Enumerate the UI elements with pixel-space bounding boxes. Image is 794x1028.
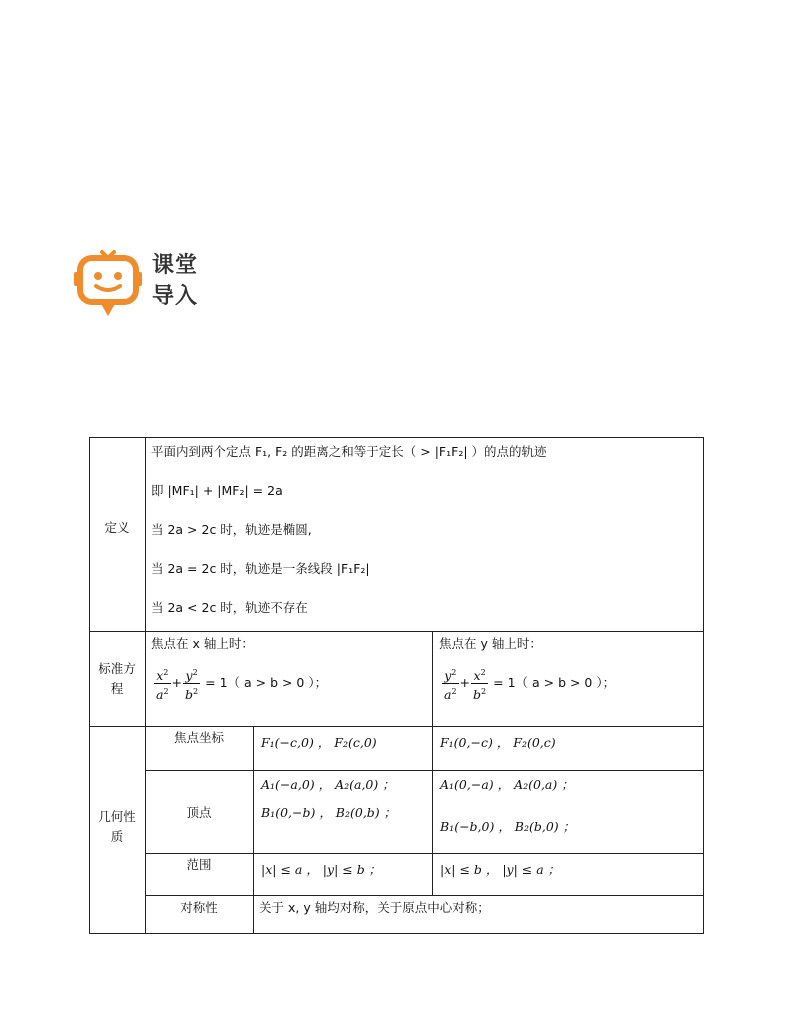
y-axis-equation: $\frac{y^2}{a^2}$ + $\frac{x^2}{b^2}$ = 1（ a > b > 0 ）； — [441, 665, 615, 702]
ellipse-properties-table — [89, 437, 704, 934]
range-y-axis: |x| ≤ b ， |y| ≤ a ； — [440, 862, 561, 877]
vertices-x-axis-line2: B₁(0,−b) ， B₂(0,b) ； — [261, 805, 397, 820]
geometry-label — [89, 807, 145, 847]
x-squared-over-a-squared: $\frac{x^2}{a^2}$ — [154, 665, 171, 702]
range-label: 范围 — [186, 857, 212, 872]
definition-line4: 当 2a = 2c 时，轨迹是一条线段 |F₁F₂| — [151, 561, 370, 576]
definition-line2: 即 |MF₁| + |MF₂| = 2a — [151, 483, 283, 498]
y-squared-over-b-squared: $\frac{y^2}{b^2}$ — [183, 665, 200, 702]
classroom-logo-icon — [74, 248, 142, 320]
y-axis-focus-title: 焦点在 y 轴上时： — [439, 636, 542, 651]
section-title — [152, 250, 198, 312]
definition-line1: 平面内到两个定点 F₁, F₂ 的距离之和等于定长（ > |F₁F₂| ）的点的轨迹 — [151, 444, 547, 459]
x-axis-focus-title: 焦点在 x 轴上时： — [151, 636, 254, 651]
definition-line5: 当 2a < 2c 时，轨迹不存在 — [151, 600, 308, 615]
vertices-label: 顶点 — [186, 805, 212, 820]
section-title-line1: 课堂 — [152, 253, 199, 278]
section-title-line2: 导入 — [152, 284, 199, 309]
vertices-y-axis-line2: B₁(−b,0) ， B₂(b,0) ； — [440, 819, 576, 834]
vertices-x-axis-line1: A₁(−a,0) ， A₂(a,0) ； — [261, 777, 395, 792]
x-axis-equation-condition: = 1（ a > b > 0 ）； — [205, 675, 328, 691]
geometry-label-line2: 质 — [110, 829, 124, 844]
foci-y-axis: F₁(0,−c) ， F₂(0,c) — [440, 735, 556, 750]
range-x-axis: |x| ≤ a ， |y| ≤ b ； — [261, 862, 382, 877]
foci-label: 焦点坐标 — [173, 730, 224, 745]
standard-equation-label-line1: 标准方 — [98, 661, 136, 676]
symmetry-label: 对称性 — [180, 900, 218, 915]
geometry-label-line1: 几何性 — [98, 809, 136, 824]
definition-line3: 当 2a > 2c 时，轨迹是椭圆, — [151, 522, 312, 537]
x-squared-over-b-squared: $\frac{x^2}{b^2}$ — [471, 665, 488, 702]
x-axis-equation: $\frac{x^2}{a^2}$ + $\frac{y^2}{b^2}$ = 1（ a > b > 0 ）； — [153, 665, 327, 702]
standard-equation-label — [89, 659, 145, 699]
y-squared-over-a-squared: $\frac{y^2}{a^2}$ — [442, 665, 459, 702]
y-axis-equation-condition: = 1（ a > b > 0 ）； — [493, 675, 616, 691]
definition-label: 定义 — [104, 520, 130, 535]
vertices-y-axis-line1: A₁(0,−a) ， A₂(0,a) ； — [440, 777, 574, 792]
foci-x-axis: F₁(−c,0) ， F₂(c,0) — [261, 735, 377, 750]
standard-equation-label-line2: 程 — [110, 681, 124, 696]
symmetry-text: 关于 x, y 轴均对称，关于原点中心对称； — [259, 900, 490, 915]
